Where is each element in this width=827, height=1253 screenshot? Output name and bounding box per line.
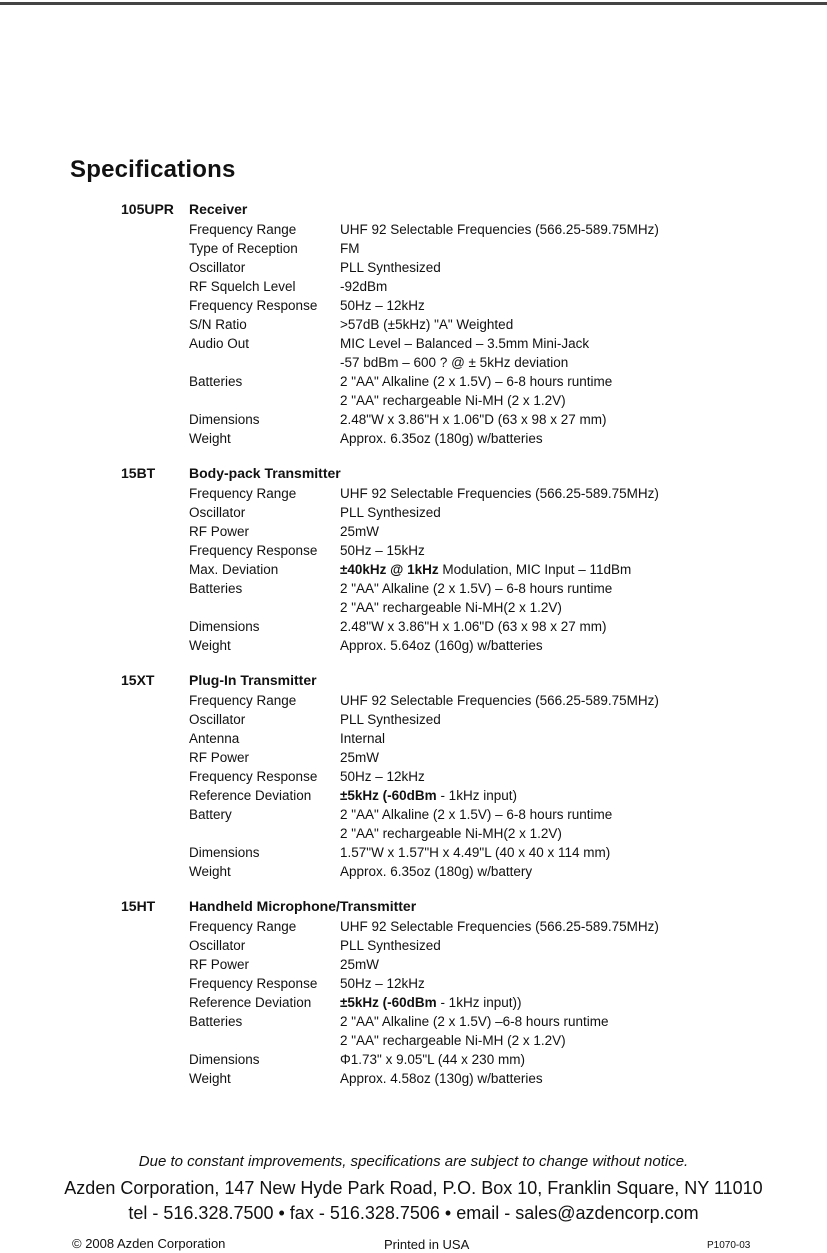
spec-value: FM: [340, 241, 360, 256]
spec-row: [0, 786, 827, 805]
spec-row: [0, 1012, 827, 1031]
spec-label: Frequency Range: [189, 693, 297, 708]
spec-value: >57dB (±5kHz) "A" Weighted: [340, 317, 514, 332]
spec-row: [0, 598, 827, 617]
spec-label: Type of Reception: [189, 241, 298, 256]
spec-row: [0, 410, 827, 429]
spec-row: [0, 824, 827, 843]
spec-row: [0, 503, 827, 522]
spec-row: [0, 372, 827, 391]
spec-rows: [0, 220, 827, 448]
spec-rows: [0, 691, 827, 881]
spec-value: [340, 560, 631, 579]
company-address: Azden Corporation, 147 New Hyde Park Road, P.O. Box 10, Franklin Square, NY 11010: [64, 1178, 763, 1198]
spec-value: 25mW: [340, 750, 380, 765]
spec-value: PLL Synthesized: [340, 260, 441, 275]
spec-label: Weight: [189, 431, 231, 446]
spec-row: [0, 258, 827, 277]
spec-value: 2 "AA" Alkaline (2 x 1.5V) –6-8 hours runtime: [340, 1014, 609, 1029]
spec-value: PLL Synthesized: [340, 505, 441, 520]
spec-row: [0, 1050, 827, 1069]
spec-row: [0, 484, 827, 503]
spec-value: 2 "AA" Alkaline (2 x 1.5V) – 6-8 hours runtime: [340, 374, 613, 389]
spec-value: [340, 993, 521, 1012]
spec-row: [0, 315, 827, 334]
company-contact: tel - 516.328.7500 • fax - 516.328.7506 • email - sales@azdencorp.com: [128, 1203, 699, 1223]
spec-label: Oscillator: [189, 505, 246, 520]
spec-label: Oscillator: [189, 260, 246, 275]
printed-in: Printed in USA: [384, 1237, 470, 1252]
spec-value-emphasis: ±5kHz (-60dBm: [340, 995, 437, 1010]
spec-row: [0, 391, 827, 410]
copyright: © 2008 Azden Corporation: [72, 1236, 226, 1251]
section-title: Body-pack Transmitter: [189, 465, 341, 481]
spec-label: S/N Ratio: [189, 317, 247, 332]
spec-value: MIC Level – Balanced – 3.5mm Mini-Jack: [340, 336, 590, 351]
spec-row: [0, 691, 827, 710]
spec-value: Approx. 4.58oz (130g) w/batteries: [340, 1071, 543, 1086]
spec-label: Frequency Response: [189, 976, 318, 991]
spec-row: [0, 522, 827, 541]
spec-row: [0, 334, 827, 353]
spec-value: 50Hz – 12kHz: [340, 298, 425, 313]
spec-row: [0, 617, 827, 636]
spec-label: Batteries: [189, 581, 243, 596]
spec-value: Approx. 6.35oz (180g) w/battery: [340, 864, 533, 879]
spec-row: [0, 917, 827, 936]
spec-row: [0, 974, 827, 993]
spec-value: 25mW: [340, 524, 380, 539]
spec-row: [0, 955, 827, 974]
spec-value-text: Modulation, MIC Input – 11dBm: [438, 562, 632, 577]
model-code: 105UPR: [121, 201, 174, 217]
spec-row: [0, 729, 827, 748]
spec-value-text: - 1kHz input)): [436, 995, 522, 1010]
spec-value: UHF 92 Selectable Frequencies (566.25-589.75MHz): [340, 486, 659, 501]
spec-value: PLL Synthesized: [340, 938, 441, 953]
page-title: Specifications: [70, 156, 236, 183]
spec-row: [0, 843, 827, 862]
spec-value-text: - 1kHz input): [436, 788, 517, 803]
spec-value-emphasis: ±5kHz (-60dBm: [340, 788, 437, 803]
spec-label: Weight: [189, 864, 231, 879]
spec-value: 2.48"W x 3.86"H x 1.06"D (63 x 98 x 27 mm): [340, 619, 607, 634]
spec-row: [0, 296, 827, 315]
spec-value-emphasis: ±40kHz @ 1kHz: [340, 562, 439, 577]
spec-row: [0, 429, 827, 448]
spec-value: [340, 786, 517, 805]
spec-value: Internal: [340, 731, 386, 746]
spec-value: UHF 92 Selectable Frequencies (566.25-589.75MHz): [340, 693, 659, 708]
spec-row: [0, 748, 827, 767]
spec-value: 2.48"W x 3.86"H x 1.06"D (63 x 98 x 27 mm): [340, 412, 607, 427]
spec-row: [0, 862, 827, 881]
spec-label: Weight: [189, 1071, 231, 1086]
spec-label: Oscillator: [189, 712, 246, 727]
spec-label: Frequency Range: [189, 486, 297, 501]
model-code: 15XT: [121, 672, 155, 688]
spec-row: [0, 1031, 827, 1050]
spec-value: UHF 92 Selectable Frequencies (566.25-589.75MHz): [340, 222, 659, 237]
spec-value: 25mW: [340, 957, 380, 972]
spec-label: Weight: [189, 638, 231, 653]
spec-value: 2 "AA" rechargeable Ni-MH(2 x 1.2V): [340, 826, 562, 841]
spec-row: [0, 636, 827, 655]
spec-row: [0, 541, 827, 560]
spec-label: Audio Out: [189, 336, 250, 351]
part-code: P1070-03: [707, 1240, 751, 1251]
spec-label: Oscillator: [189, 938, 246, 953]
spec-value: 2 "AA" Alkaline (2 x 1.5V) – 6-8 hours runtime: [340, 807, 613, 822]
spec-label: Battery: [189, 807, 232, 822]
spec-label: RF Squelch Level: [189, 279, 296, 294]
spec-value: PLL Synthesized: [340, 712, 441, 727]
spec-value: 2 "AA" rechargeable Ni-MH (2 x 1.2V): [340, 1033, 566, 1048]
spec-row: [0, 767, 827, 786]
spec-row: [0, 936, 827, 955]
spec-row: [0, 353, 827, 372]
section-title: Receiver: [189, 201, 248, 217]
spec-row: [0, 220, 827, 239]
spec-value: UHF 92 Selectable Frequencies (566.25-589.75MHz): [340, 919, 659, 934]
spec-label: Frequency Response: [189, 769, 318, 784]
spec-value: -57 bdBm – 600 ? @ ± 5kHz deviation: [340, 355, 569, 370]
section-title: Plug-In Transmitter: [189, 672, 317, 688]
spec-label: Dimensions: [189, 845, 260, 860]
spec-value: 50Hz – 12kHz: [340, 769, 425, 784]
spec-rows: [0, 484, 827, 655]
spec-value: 50Hz – 12kHz: [340, 976, 425, 991]
spec-row: [0, 579, 827, 598]
spec-label: Frequency Response: [189, 543, 318, 558]
spec-label: Dimensions: [189, 619, 260, 634]
spec-row: [0, 560, 827, 579]
spec-label: Batteries: [189, 1014, 243, 1029]
spec-label: Frequency Range: [189, 222, 297, 237]
spec-label: Reference Deviation: [189, 995, 312, 1010]
spec-value: 2 "AA" rechargeable Ni-MH (2 x 1.2V): [340, 393, 566, 408]
spec-rows: [0, 917, 827, 1088]
model-code: 15HT: [121, 898, 156, 914]
spec-row: [0, 277, 827, 296]
spec-label: RF Power: [189, 957, 250, 972]
top-rule: [0, 2, 827, 5]
spec-label: Batteries: [189, 374, 243, 389]
spec-label: RF Power: [189, 524, 250, 539]
spec-value: 50Hz – 15kHz: [340, 543, 425, 558]
model-code: 15BT: [121, 465, 156, 481]
spec-row: [0, 239, 827, 258]
spec-row: [0, 710, 827, 729]
spec-label: Frequency Range: [189, 919, 297, 934]
spec-value: Approx. 5.64oz (160g) w/batteries: [340, 638, 543, 653]
spec-value: -92dBm: [340, 279, 388, 294]
spec-row: [0, 1069, 827, 1088]
spec-label: RF Power: [189, 750, 250, 765]
spec-row: [0, 993, 827, 1012]
spec-label: Antenna: [189, 731, 240, 746]
spec-value: 1.57"W x 1.57"H x 4.49"L (40 x 40 x 114 mm): [340, 845, 611, 860]
spec-value: 2 "AA" rechargeable Ni-MH(2 x 1.2V): [340, 600, 562, 615]
spec-value: 2 "AA" Alkaline (2 x 1.5V) – 6-8 hours runtime: [340, 581, 613, 596]
spec-label: Frequency Response: [189, 298, 318, 313]
spec-value: Approx. 6.35oz (180g) w/batteries: [340, 431, 543, 446]
spec-value: Φ1.73" x 9.05"L (44 x 230 mm): [340, 1052, 525, 1067]
spec-label: Reference Deviation: [189, 788, 312, 803]
spec-label: Dimensions: [189, 1052, 260, 1067]
change-notice: Due to constant improvements, specifications are subject to change without notice.: [138, 1153, 689, 1170]
spec-label: Dimensions: [189, 412, 260, 427]
spec-row: [0, 805, 827, 824]
section-title: Handheld Microphone/Transmitter: [189, 898, 417, 914]
spec-label: Max. Deviation: [189, 562, 279, 577]
